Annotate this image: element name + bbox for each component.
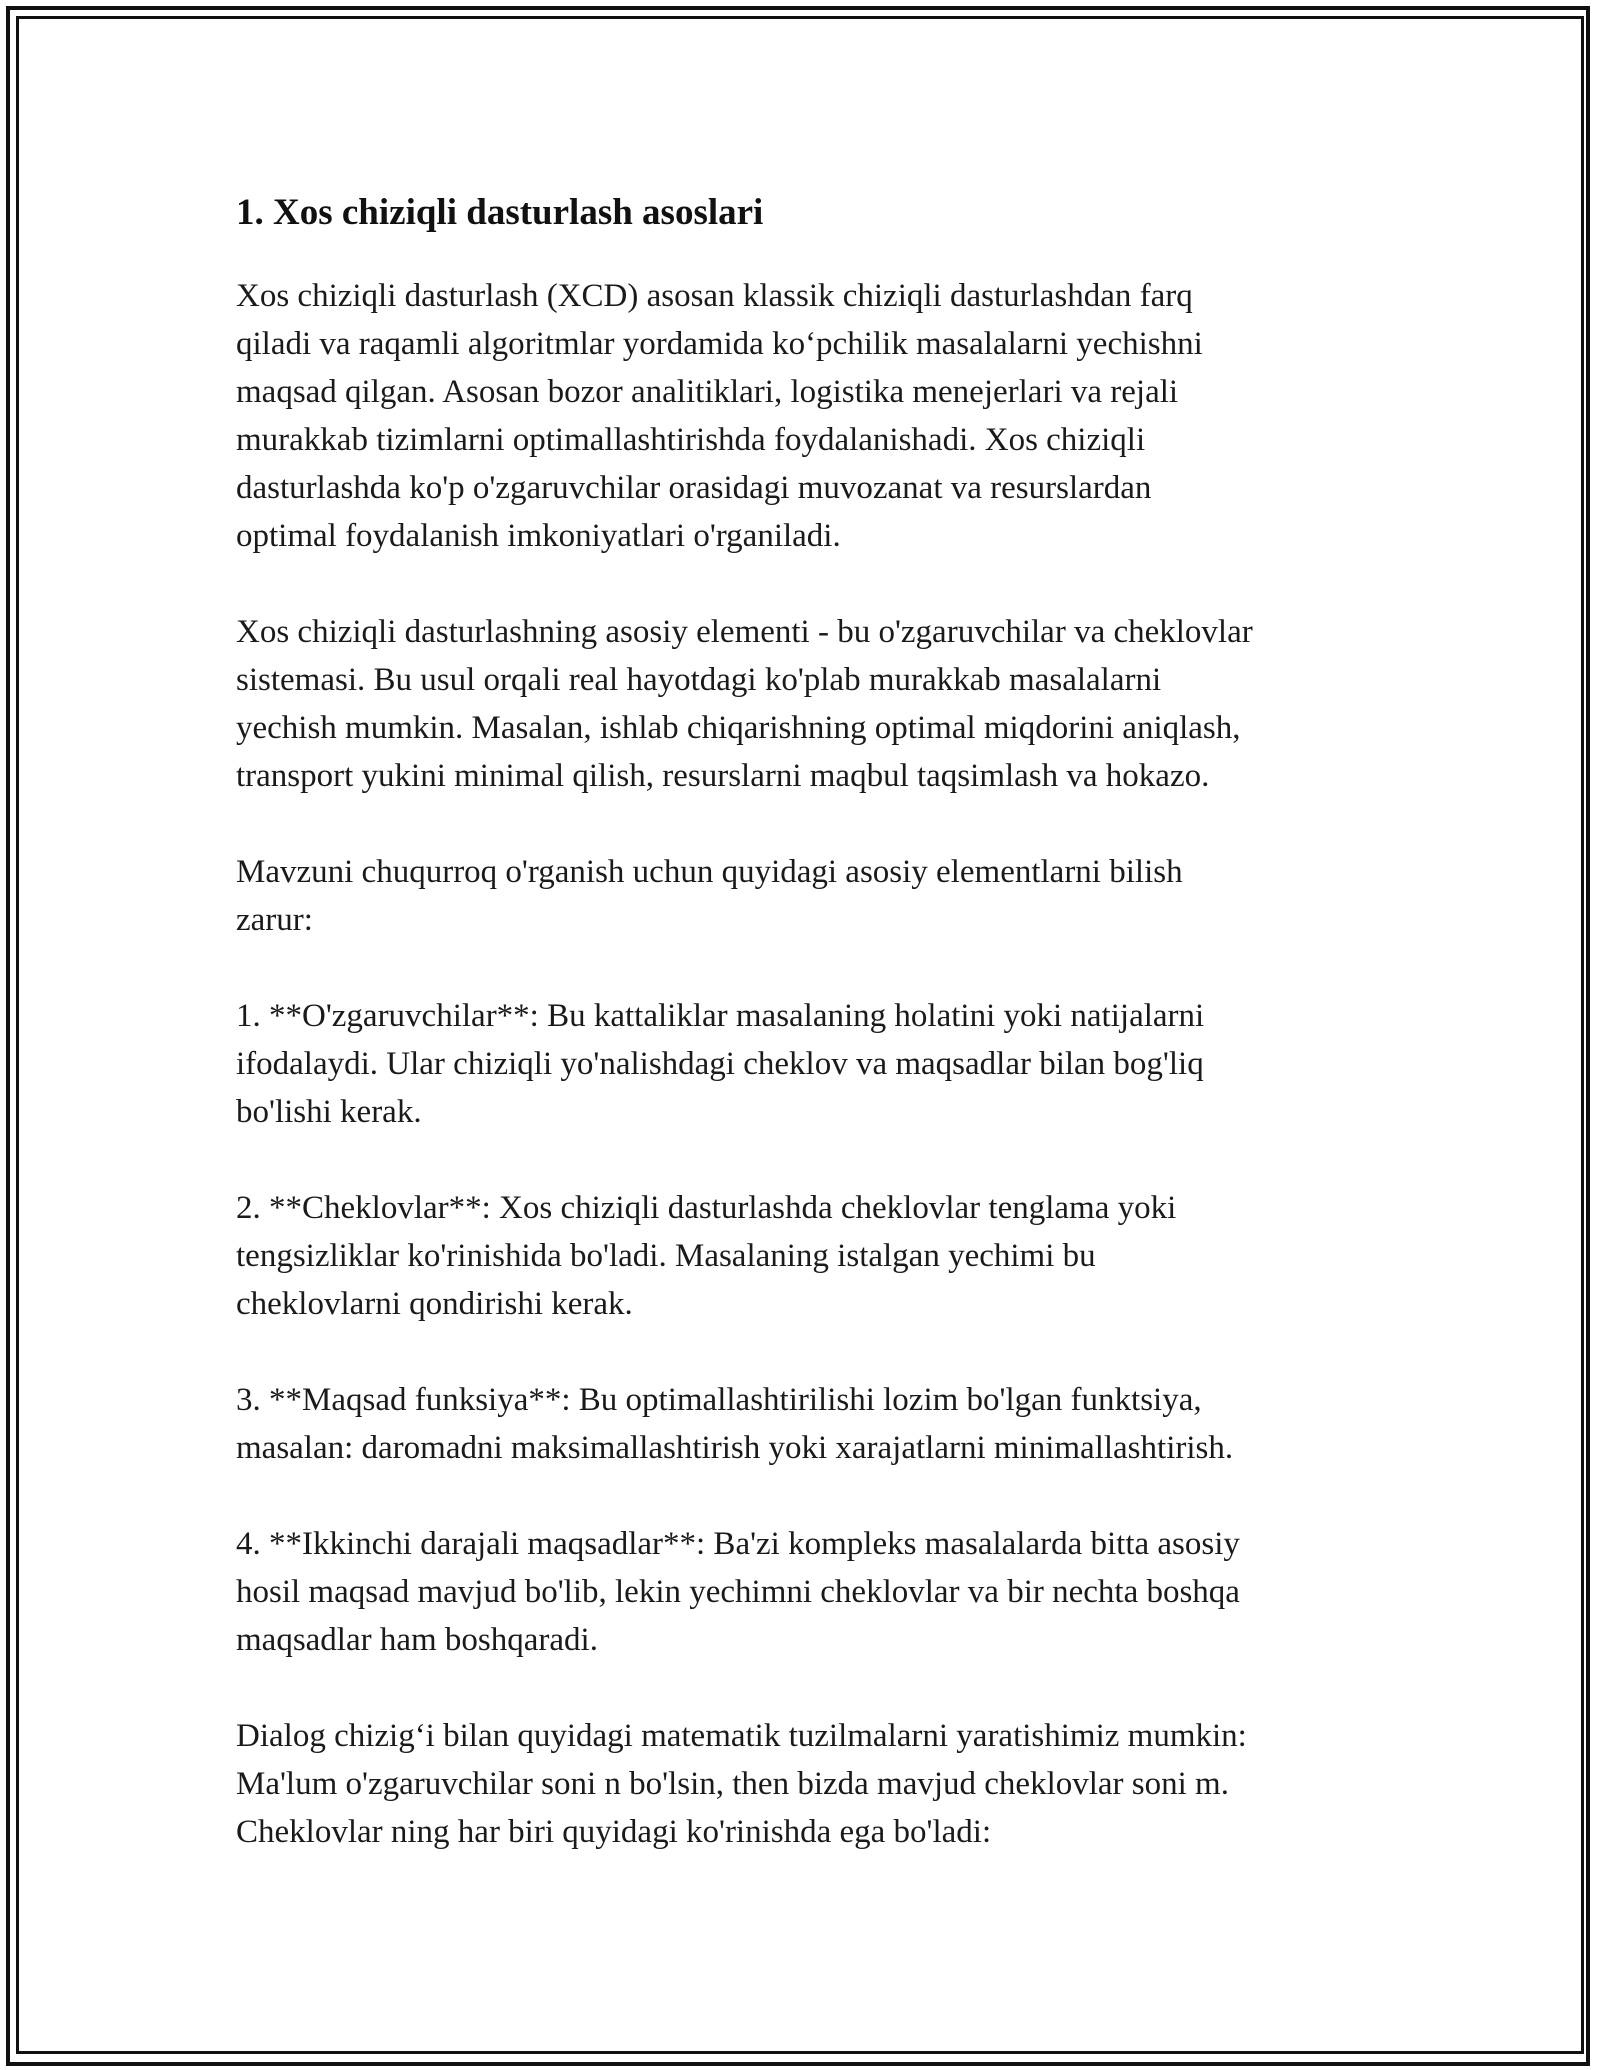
list-item-variables: 1. **O'zgaruvchilar**: Bu kattaliklar masalaning holatini yoki natijalarni ifodalaydi. Ular chiziqli yo'nalishdagi cheklov va maqsadlar bilan bog'liq bo'lishi kerak. — [236, 998, 1205, 1130]
list-item-secondary-goals: 4. **Ikkinchi darajali maqsadlar**: Ba'zi kompleks masalalarda bitta asosiy hosil maqsad mavjud bo'lib, lekin yechimni cheklovlar va bir nechta boshqa maqsadlar ham boshqaradi. — [236, 1526, 1240, 1658]
list-item-objective: 3. **Maqsad funksiya**: Bu optimallashtirilishi lozim bo'lgan funktsiya, masalan: daromadni maksimallashtirish yoki xarajatlarni minimallashtirish. — [236, 1382, 1234, 1466]
study-paragraph: Mavzuni chuqurroq o'rganish uchun quyidagi asosiy elementlarni bilish zarur: — [236, 854, 1183, 938]
list-item-constraints: 2. **Cheklovlar**: Xos chiziqli dasturlashda cheklovlar tenglama yoki tengsizliklar ko'rinishida bo'ladi. Masalaning istalgan yechimi bu cheklovlarni qondirishi kerak. — [236, 1190, 1177, 1322]
closing-paragraph: Dialog chizigʻi bilan quyidagi matematik tuzilmalarni yaratishimiz mumkin: Ma'lum o'zgaruvchilar soni n bo'lsin, then bizda mavjud cheklovlar soni m. Cheklovlar ning har biri quyidagi ko'rinishda ega bo'ladi: — [236, 1718, 1247, 1850]
elements-paragraph: Xos chiziqli dasturlashning asosiy elementi - bu o'zgaruvchilar va cheklovlar sistemasi. Bu usul orqali real hayotdagi ko'plab murakkab masalalarni yechish mumkin. Masalan, ishlab chiqarishning optimal miqdorini aniqlash, transport yukini minimal qilish, resurslarni maqbul taqsimlash va hokazo. — [236, 614, 1253, 794]
intro-paragraph: Xos chiziqli dasturlash (XCD) asosan klassik chiziqli dasturlashdan farq qiladi va raqamli algoritmlar yordamida koʻpchilik masalalarni yechishni maqsad qilgan. Asosan bozor analitiklari, logistika menejerlari va rejali murakkab tizimlarni optimallashtirishda foydalanishadi. Xos chiziqli dasturlashda ko'p o'zgaruvchilar orasidagi muvozanat va resurslardan optimal foydalanish imkoniyatlari o'rganiladi. — [236, 278, 1203, 554]
document-body — [236, 186, 1386, 1904]
section-heading: 1. Xos chiziqli dasturlash asoslari — [236, 192, 764, 233]
